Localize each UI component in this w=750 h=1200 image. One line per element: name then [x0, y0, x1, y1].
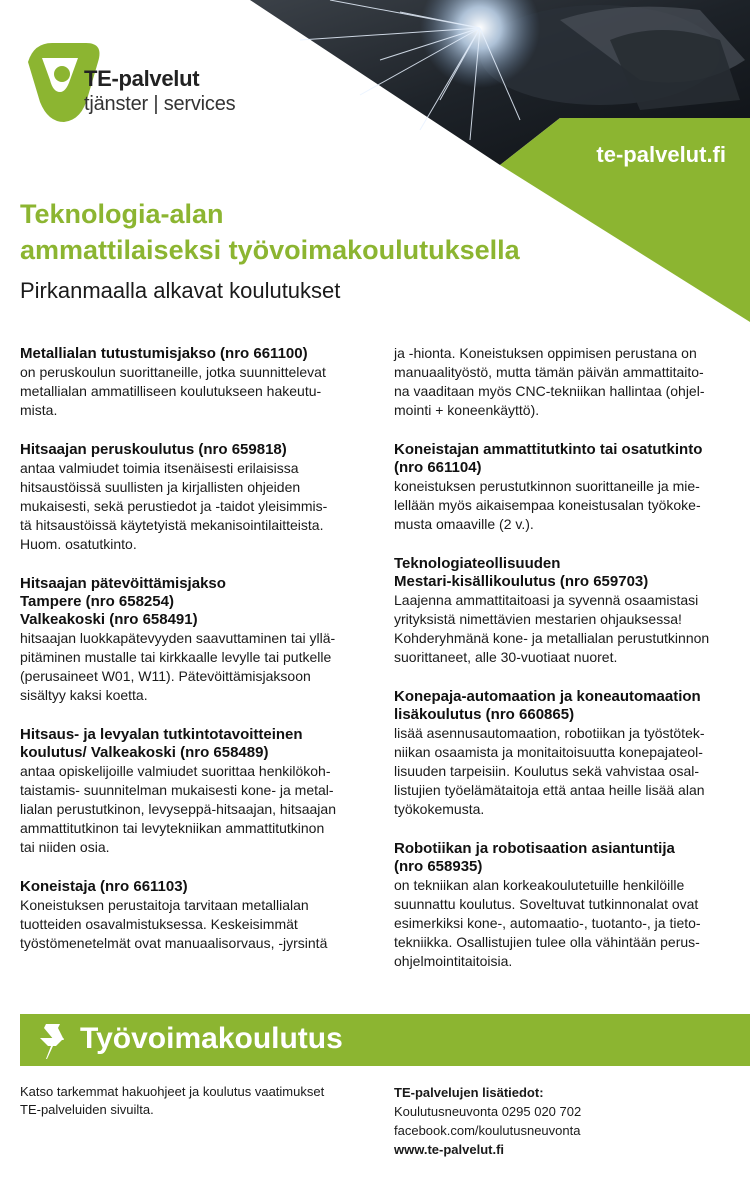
course-description-line: ohjelmointitaitoisia. — [394, 953, 513, 969]
course-description — [20, 762, 368, 857]
contacts-heading: TE-palvelujen lisätiedot: — [394, 1085, 544, 1100]
course-description-line: lisuuden tarpeisiin. Koulutus sekä vahvistaa osal- — [394, 763, 700, 779]
course-heading — [394, 555, 742, 591]
course-description-line: Koneistuksen perustaitoja tarvitaan metallialan — [20, 897, 309, 913]
course-heading-line: koulutus/ Valkeakoski (nro 658489) — [20, 744, 269, 761]
title-line-2: ammattilaiseksi työvoimakoulutuksella — [20, 235, 520, 265]
course-description-line: manuaalityöstö, mutta tämän päivän ammattitaito- — [394, 364, 704, 380]
course-item — [20, 575, 368, 705]
logo-tagline: tjänster | services — [84, 93, 236, 115]
course-item — [394, 688, 742, 819]
footer-instructions — [20, 1083, 360, 1119]
course-description-line: metallialan ammatilliseen koulutukseen hakeutu- — [20, 383, 322, 399]
course-description-line: musta omaaville (2 v.). — [394, 516, 534, 532]
course-heading-line: lisäkoulutus (nro 660865) — [394, 706, 575, 723]
course-description-line: (perusaineet W01, W11). Pätevöittämisjaksoon — [20, 668, 311, 684]
course-description-line: mukaisesti, sekä perustiedot ja -taidot yleisimmis- — [20, 498, 328, 514]
course-heading — [394, 688, 742, 724]
left-column — [20, 345, 368, 974]
course-heading-line: Mestari-kisällikoulutus (nro 659703) — [394, 573, 649, 590]
course-description — [20, 459, 368, 554]
right-column — [394, 344, 742, 992]
course-description-line: mointi + koneenkäyttö). — [394, 402, 540, 418]
course-description — [20, 896, 368, 953]
course-description — [20, 629, 368, 705]
course-description-line: Huom. osatutkinto. — [20, 536, 137, 552]
logo-title: TE-palvelut — [84, 66, 200, 91]
course-heading-line: Teknologiateollisuuden — [394, 555, 561, 572]
course-heading — [20, 726, 368, 762]
course-description-line: on peruskoulun suorittaneille, jotka suunnittelevat — [20, 364, 326, 380]
course-description-line: työkokemusta. — [394, 801, 485, 817]
course-item — [394, 555, 742, 667]
course-description-line: hitsaustöissä suullisten ja kirjallisten ohjeiden — [20, 479, 301, 495]
course-description-line: ja -hionta. Koneistuksen oppimisen perustana on — [394, 345, 697, 361]
course-heading — [394, 840, 742, 876]
course-description-line: listujien työelämätaitoja että antaa heille lisää alan — [394, 782, 705, 798]
title-line-1: Teknologia-alan — [20, 199, 224, 229]
course-description — [20, 363, 368, 420]
course-item — [394, 840, 742, 971]
course-description-line: ammattitutkinon tai levytekniikan ammattitutkinon — [20, 820, 325, 836]
course-heading — [20, 575, 368, 629]
site-url[interactable]: te-palvelut.fi — [596, 142, 726, 167]
course-description-line: koneistuksen perustutkinnon suorittaneille ja mie- — [394, 478, 700, 494]
course-description-line: tuotteiden osavalmistuksessa. Keskeisimmät — [20, 916, 298, 932]
left-course-list — [20, 345, 368, 953]
pushpin-icon — [34, 1022, 70, 1060]
course-description-line: esimerkiksi kone-, automaatio-, tuotanto-, ja tieto- — [394, 915, 701, 931]
course-description — [394, 876, 742, 971]
course-heading-line: (nro 658935) — [394, 858, 483, 875]
course-item — [20, 441, 368, 554]
footer-line-1: Katso tarkemmat hakuohjeet ja koulutus vaatimukset — [20, 1084, 325, 1099]
course-description-line: pitäminen mustalle tai kirkkaalle levylle tai putkelle — [20, 649, 332, 665]
course-heading-line: Konepaja-automaation ja koneautomaation — [394, 688, 701, 705]
course-description-line: suorittaneet, alle 30-vuotiaat nuoret. — [394, 649, 618, 665]
course-heading-line: Hitsaajan peruskoulutus (nro 659818) — [20, 441, 287, 458]
banner — [20, 1014, 750, 1066]
course-description-line: lellään myös aikaisempaa koneistusalan työkoke- — [394, 497, 701, 513]
page-subtitle: Pirkanmaalla alkavat koulutukset — [20, 278, 341, 303]
course-description — [394, 477, 742, 534]
course-heading-line: Robotiikan ja robotisaation asiantuntija — [394, 840, 675, 857]
contacts-facebook[interactable]: facebook.com/koulutusneuvonta — [394, 1123, 581, 1138]
course-description-line: työstömenetelmät ovat manuaalisorvaus, -jyrsintä — [20, 935, 328, 951]
course-description-line: hitsaajan luokkapätevyyden saavuttaminen tai yllä- — [20, 630, 336, 646]
course-heading — [20, 441, 368, 459]
footer-line-2: TE-palveluiden sivuilta. — [20, 1102, 154, 1117]
course-description-line: na vaaditaan myös CNC-tekniikan hallintaa (ohjel- — [394, 383, 705, 399]
course-description-line: antaa opiskelijoille valmiudet suorittaa henkilökoh- — [20, 763, 331, 779]
course-description-line: Laajenna ammattitaitoasi ja syvennä osaamistasi — [394, 592, 699, 608]
right-course-list — [394, 441, 742, 971]
course-description-line: mista. — [20, 402, 58, 418]
footer-contacts — [394, 1083, 734, 1159]
course-heading-line: (nro 661104) — [394, 459, 482, 476]
course-description-line: Kohderyhmänä kone- ja metallialan perustutkinnon — [394, 630, 710, 646]
course-heading-line: Valkeakoski (nro 658491) — [20, 611, 198, 628]
course-description-line: antaa valmiudet toimia itsenäisesti erilaisissa — [20, 460, 299, 476]
course-description-line: tekniikka. Osallistujien tulee olla vähintään perus- — [394, 934, 700, 950]
course-heading-line: Tampere (nro 658254) — [20, 593, 174, 610]
course-heading — [394, 441, 742, 477]
course-item — [20, 726, 368, 857]
course-heading — [20, 345, 368, 363]
course-heading-line: Koneistajan ammattitutkinto tai osatutkinto — [394, 441, 703, 458]
course-heading-line: Hitsaus- ja levyalan tutkintotavoitteinen — [20, 726, 303, 743]
course-item — [394, 441, 742, 534]
course-heading — [20, 878, 368, 896]
course-description-line: tä hitsaustöissä käytetyistä mekanisointilaitteista. — [20, 517, 324, 533]
continued-course-text — [394, 344, 742, 420]
course-description-line: tai niiden osia. — [20, 839, 110, 855]
course-description-line: suunnattu koulutus. Soveltuvat tutkinnonalat ovat — [394, 896, 699, 912]
course-heading-line: Metallialan tutustumisjakso (nro 661100) — [20, 345, 308, 362]
course-description-line: lialan perustutkinon, levyseppä-hitsaajan, hitsaajan — [20, 801, 336, 817]
course-description — [394, 591, 742, 667]
page-title — [20, 196, 620, 268]
course-description-line: on tekniikan alan korkeakoulutetuille henkilöille — [394, 877, 685, 893]
course-description-line: taistamis- suunnitelman mukaisesti kone- ja metal- — [20, 782, 334, 798]
contacts-phone: Koulutusneuvonta 0295 020 702 — [394, 1104, 582, 1119]
course-description — [394, 724, 742, 819]
course-description-line: lisää asennusautomaation, robotiikan ja työstötek- — [394, 725, 705, 741]
course-description-line: sisältyy kaksi koetta. — [20, 687, 148, 703]
contacts-web[interactable]: www.te-palvelut.fi — [394, 1142, 505, 1157]
course-description-line: niikan osaamista ja monitaitoisuutta konepajateol- — [394, 744, 703, 760]
course-item — [20, 878, 368, 953]
course-heading-line: Hitsaajan pätevöittämisjakso — [20, 575, 226, 592]
banner-label: Työvoimakoulutus — [80, 1022, 343, 1055]
course-heading-line: Koneistaja (nro 661103) — [20, 878, 188, 895]
course-item — [20, 345, 368, 420]
course-description-line: yrityksistä nimettävien mestarien ohjauksessa! — [394, 611, 682, 627]
